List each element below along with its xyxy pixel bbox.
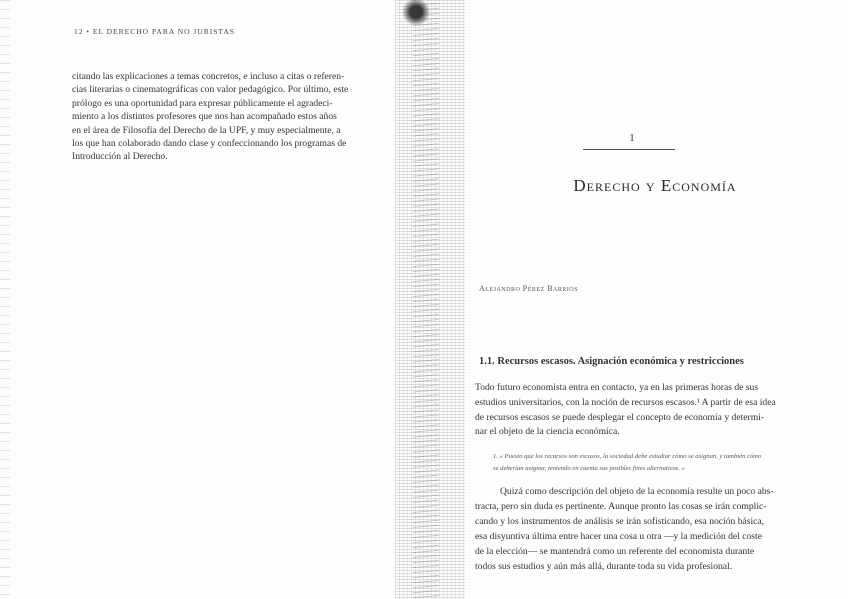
- right-page: [465, 0, 848, 599]
- book-gutter: [395, 0, 465, 599]
- footnote-line: se deberían asignar, teniendo en cuenta sus posibles fines alternativos. »: [493, 464, 685, 472]
- text-line: tracta, pero sin duda es pertinente. Aunque pronto las cosas se irán complic-: [475, 501, 767, 512]
- paragraph: [475, 381, 797, 440]
- chapter-number: 1: [629, 132, 635, 144]
- paragraph: [475, 484, 797, 574]
- footnote: [493, 451, 793, 474]
- text-line: Introducción al Derecho.: [72, 151, 168, 163]
- text-line: Quizá como descripción del objeto de la economía resulte un poco abs-: [500, 486, 774, 497]
- chapter-author: Alejandro Pérez Barrios: [479, 284, 579, 293]
- text-line: esa disyuntiva última entre hacer una cosa u otra —y la medición del coste: [475, 531, 762, 542]
- text-line: Todo futuro economista entra en contacto, ya en las primeras horas de sus: [475, 382, 759, 393]
- left-page: [0, 0, 410, 599]
- left-page-text: [72, 70, 394, 164]
- text-line: cando y los instrumentos de análisis se irán sofisticando, esa noción básica,: [475, 516, 765, 527]
- gutter-shadow: [413, 0, 439, 599]
- text-line: nar el objeto de la ciencia económica.: [475, 426, 620, 438]
- text-line: en el área de Filosofía del Derecho de la UPF, y muy especialmente, a: [72, 124, 341, 136]
- text-line: de la elección— se mantendrá como un referente del economista durante: [475, 546, 755, 557]
- text-line: prólogo es una oportunidad para expresar públicamente el agradeci-: [72, 97, 333, 109]
- text-line: de recursos escasos se puede desplegar el concepto de economía y determi-: [475, 411, 765, 423]
- text-line: citando las explicaciones a temas concretos, e incluso a citas o referen-: [72, 71, 345, 82]
- text-line: miento a los distintos profesores que nos han acompañado estos años: [72, 111, 337, 123]
- text-line: todos sus estudios y aún más allá, durante toda su vida profesional.: [475, 561, 733, 572]
- footnote-line: 1. « Puesto que los recursos son escasos, la sociedad debe estudiar cómo se asignan, y también cómo: [493, 453, 762, 460]
- chapter-title: Derecho y Economía: [573, 176, 737, 195]
- chapter-rule: [583, 149, 675, 150]
- text-line: cias literarias o cinematográficas con valor pedagógico. Por último, este: [72, 84, 349, 96]
- section-heading: 1.1. Recursos escasos. Asignación económica y restricciones: [479, 356, 744, 367]
- text-line: estudios universitarios, con la noción de recursos escasos.¹ A partir de esa idea: [475, 396, 776, 408]
- running-head: 12 • EL DERECHO PARA NO JURISTAS: [74, 27, 235, 36]
- text-line: los que han colaborado dando clase y confeccionando los programas de: [72, 138, 347, 150]
- page-edge-scan-noise: [0, 0, 10, 599]
